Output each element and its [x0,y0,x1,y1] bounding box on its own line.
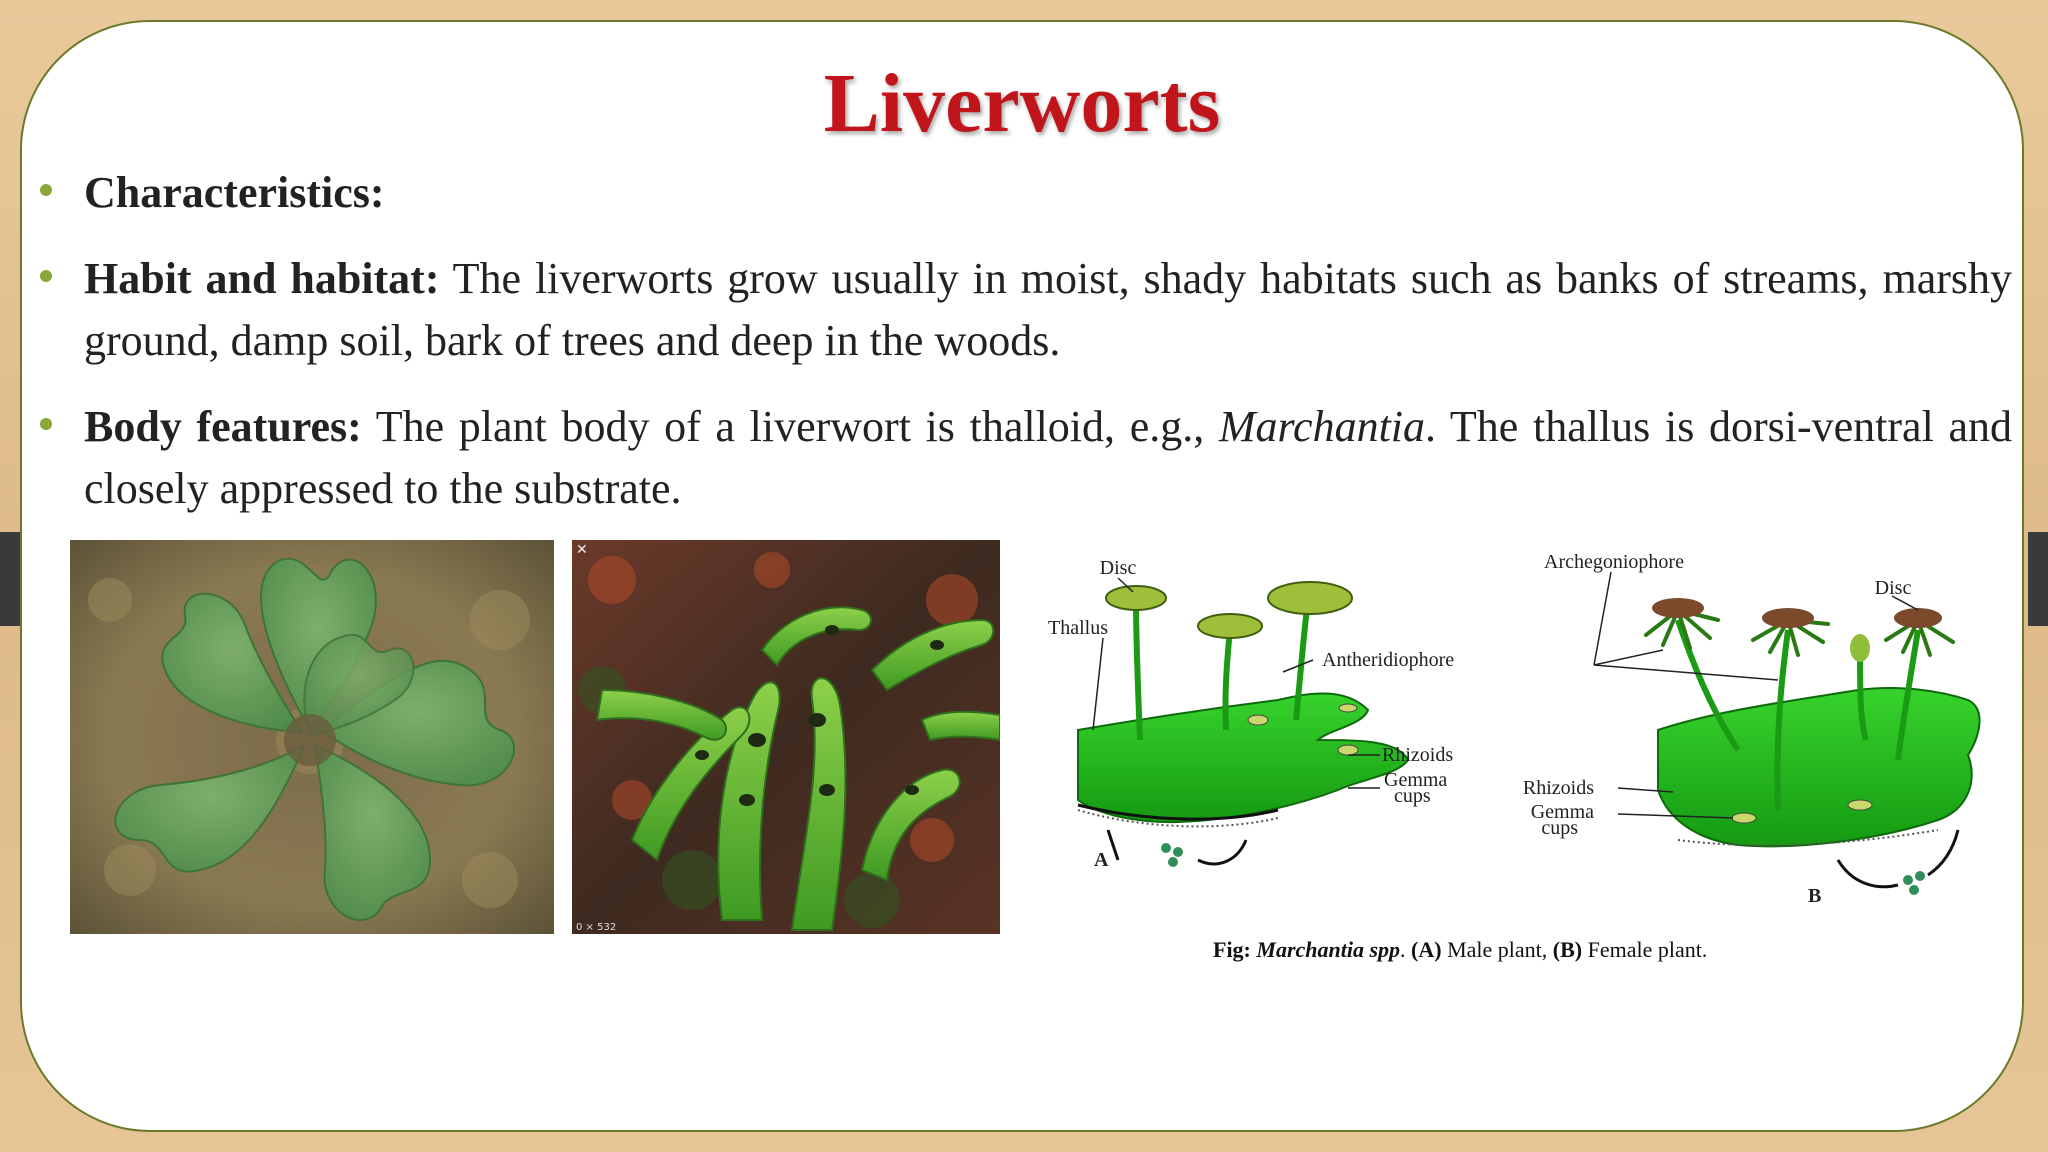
caption-fig: Fig: [1213,937,1257,962]
bullet-lead: Body features: [84,402,362,451]
female-plant-drawing [1594,572,1980,895]
male-plant-drawing [1078,578,1408,867]
bullet-characteristics [84,162,2012,224]
left-edge-tab [0,532,20,626]
image-size-stub: 0 × 532 [576,922,617,933]
right-edge-tab [2028,532,2048,626]
caption-b-text: Female plant. [1582,937,1708,962]
genus-name: Marchantia [1218,402,1426,451]
figure-caption [1213,937,1707,963]
close-icon: ✕ [576,542,588,558]
caption-a: (A) [1411,937,1442,962]
label-b: B [1808,885,1822,907]
label-disc-female: Disc [1874,577,1912,599]
bullet-list [84,162,2012,520]
label-rhizoids-male: Rhizoids [1382,744,1454,766]
caption-genus: Marchantia spp [1256,937,1401,962]
bullet-habit-habitat [84,248,2012,372]
label-gemma-female: Gemma [1530,801,1594,823]
slide [20,20,2024,1132]
bullet-text: The liverworts grow usually in moist, shady habitats such as banks of streams, marshy ground, damp soil, bark of trees and deep in the woods. [84,254,2012,365]
bullet-dot [40,270,52,282]
marchantia-diagram [1018,540,2018,980]
caption-a-text: Male plant, [1441,937,1553,962]
bullet-body-features [84,396,2012,520]
label-rhizoids-female: Rhizoids [1522,777,1594,799]
bullet-dot [40,418,52,430]
label-archegoniophore: Archegoniophore [1544,551,1684,573]
caption-dot: . [1400,937,1412,962]
bullet-text-after: . The thallus is dorsi-ventral and closely appressed to the substrate. [84,402,2013,513]
marchantia-gemma-cups-photo [572,540,1000,934]
label-antheridiophore: Antheridiophore [1322,649,1455,671]
caption-b: (B) [1552,937,1583,962]
label-a: A [1094,849,1109,871]
label-disc-male: Disc [1099,557,1137,579]
bullet-text: The plant body of a liverwort is thalloid, e.g., [361,402,1219,451]
slide-title: Liverworts [823,57,1221,150]
label-gemma-male: Gemma [1384,769,1448,791]
label-cups-female: cups [1541,817,1578,839]
liverwort-rosette-photo [70,540,554,934]
label-thallus: Thallus [1048,617,1108,639]
bullet-lead: Characteristics: [84,168,385,217]
bullet-dot [40,184,52,196]
label-cups-male: cups [1394,785,1431,807]
bullet-lead: Habit and habitat: [84,254,440,303]
